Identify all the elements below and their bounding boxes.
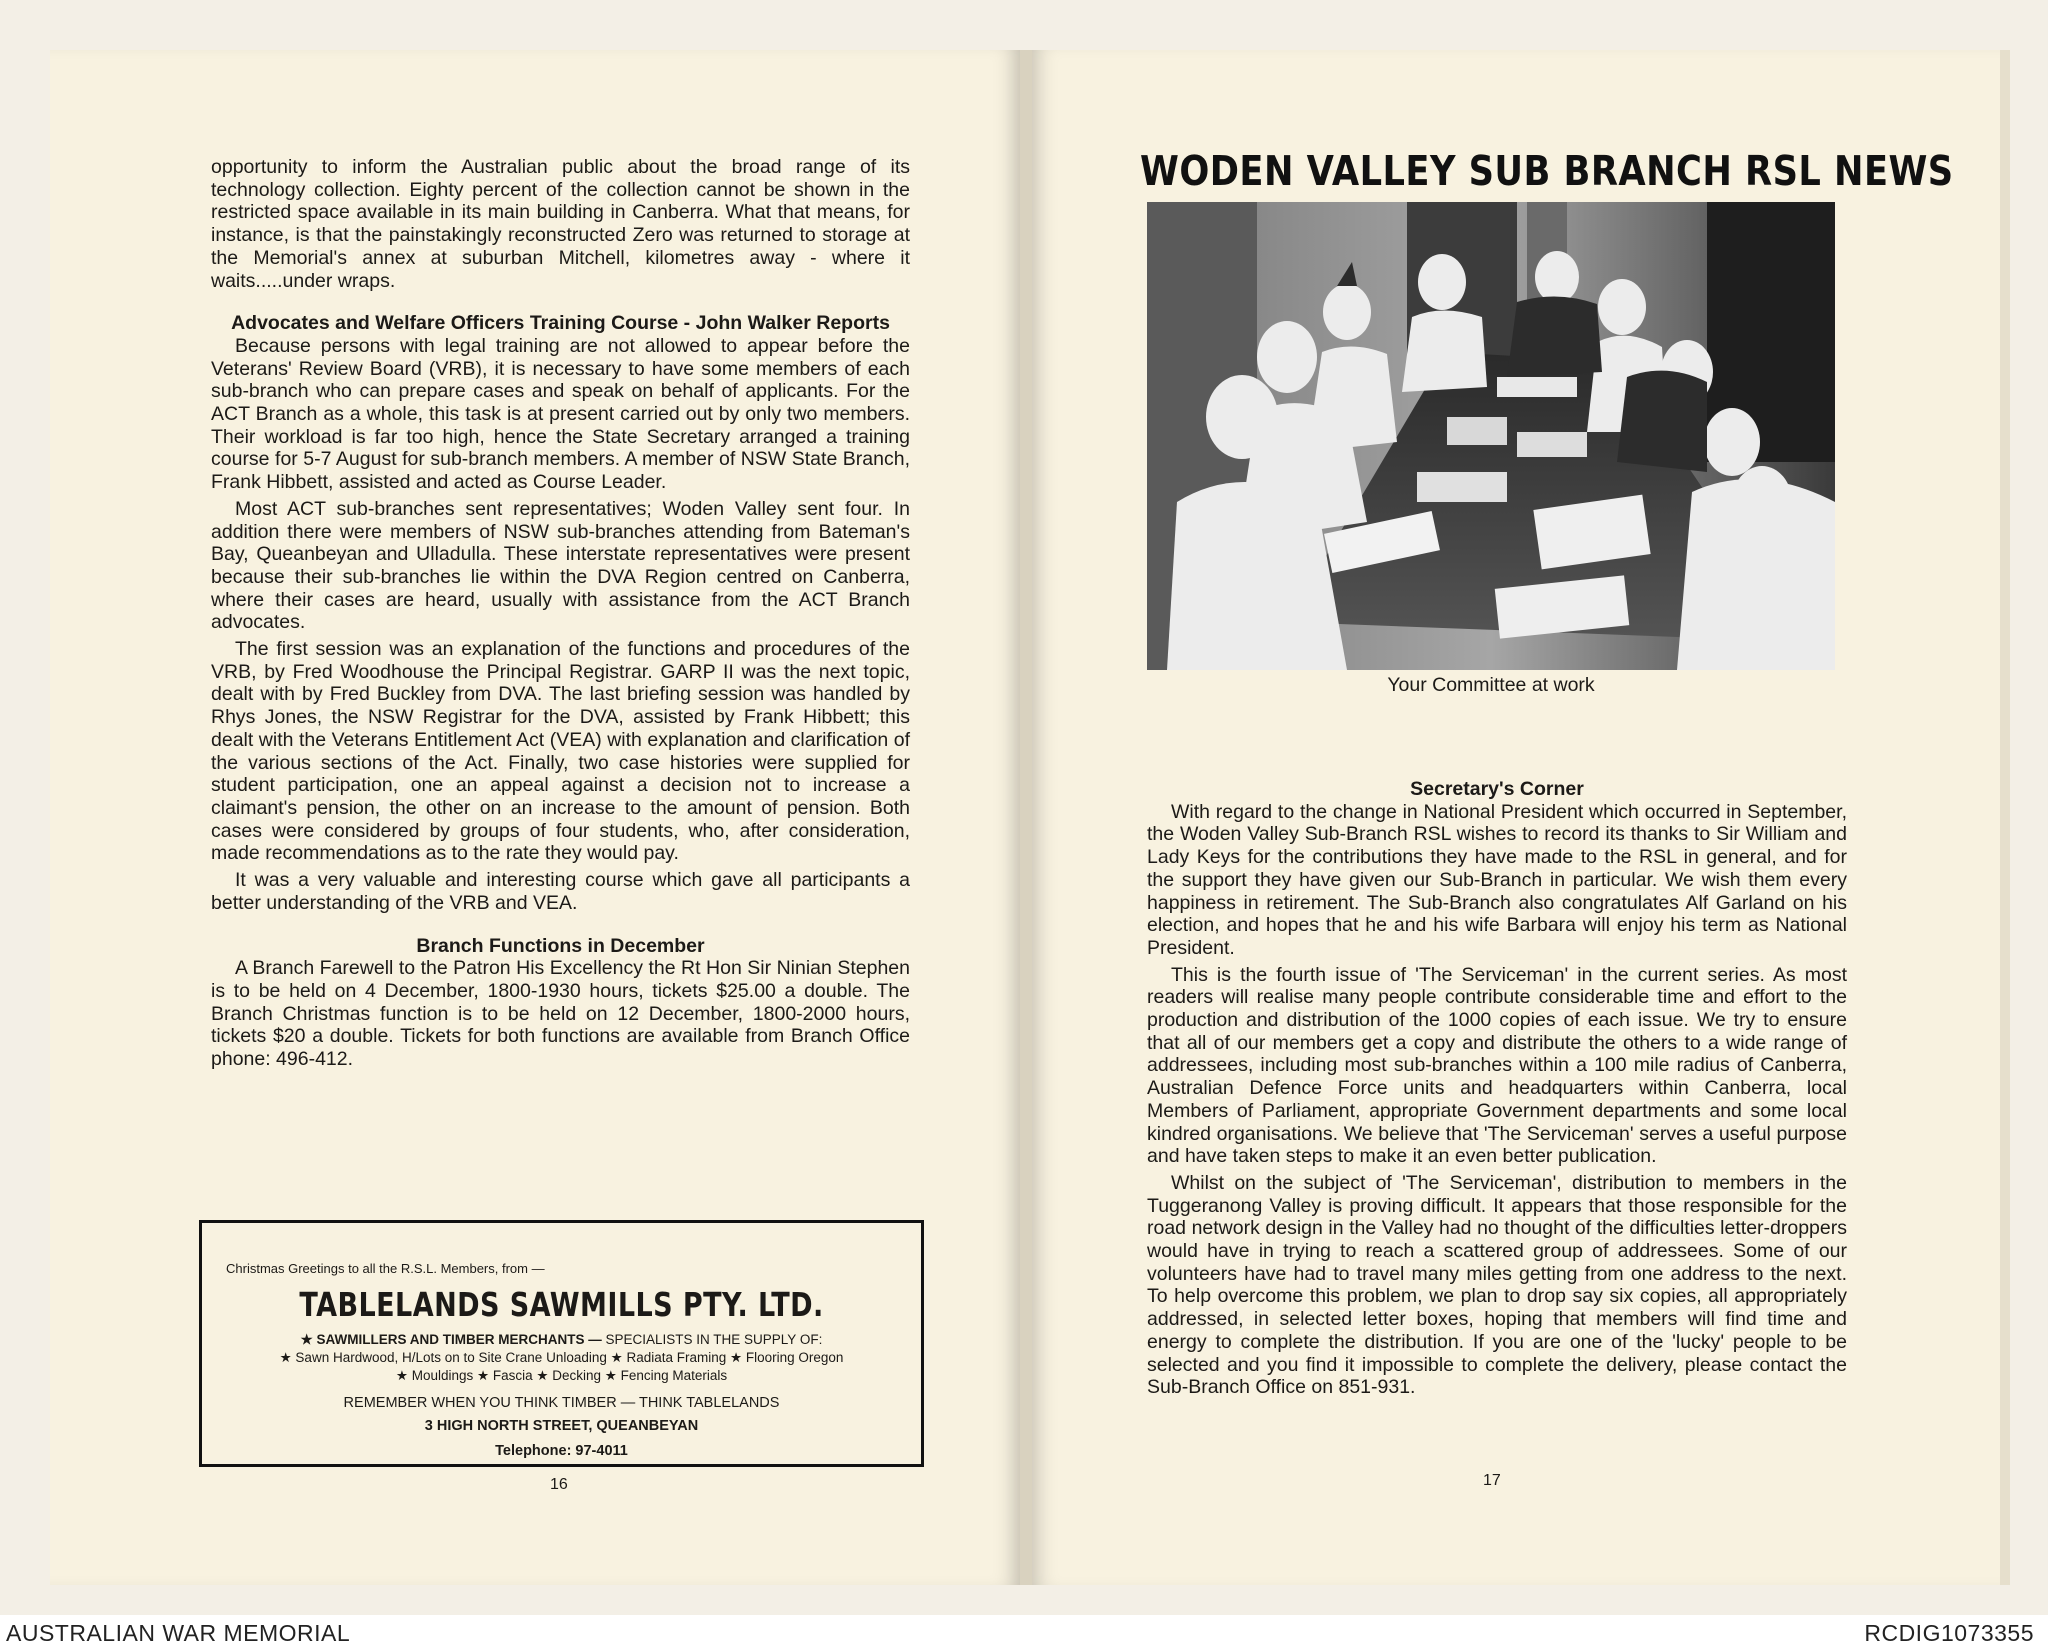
newsletter-masthead: WODEN VALLEY SUB BRANCH RSL NEWS	[1140, 147, 1954, 195]
left-column	[211, 156, 910, 1071]
archive-footer-right: RCDIG1073355	[1864, 1620, 2034, 1646]
functions-heading: Branch Functions in December	[416, 934, 705, 957]
photo-caption: Your Committee at work	[1387, 674, 1595, 696]
ad-products-line: ★ Mouldings ★ Fascia ★ Decking ★ Fencing Materials	[395, 1368, 728, 1383]
secretary-paragraph: This is the fourth issue of 'The Serviceman' in the current series. As most readers will realise many people contribute considerable time and effort to the production and distribution of the 1000 copies of each issue. We try to ensure that all of our members get a copy and distribute the others to a wide range of addressees, including most sub-branches within a 100 mile radius of Canberra, Australian Defence Force units and headquarters within Canberra, local Members of Parliament, appropriate Government departments and some local kindred organisations. We believe that 'The Serviceman' serves a useful purpose and have taken steps to make it an even better publication.	[1147, 963, 1847, 1168]
intro-paragraph: opportunity to inform the Australian public about the broad range of its technology collection. Eighty percent of the collection cannot be shown in the restricted space available in its main building in Canberra. What that means, for instance, is that the painstakingly reconstructed Zero was returned to storage at the Memorial's annex at suburban Mitchell, kilometres away - where it waits.....under wraps.	[211, 156, 910, 292]
page-number-right: 17	[1483, 1472, 1501, 1489]
ad-slogan: REMEMBER WHEN YOU THINK TIMBER — THINK TABLELANDS	[343, 1395, 780, 1411]
ad-telephone: Telephone: 97-4011	[495, 1443, 628, 1459]
ad-address: 3 HIGH NORTH STREET, QUEANBEYAN	[424, 1418, 699, 1434]
functions-paragraph: A Branch Farewell to the Patron His Excellency the Rt Hon Sir Ninian Stephen is to be held on 4 December, 1800-1930 hours, tickets $25.00 a double. The Branch Christmas function is to be held on 12 December, 1800-2000 hours, tickets $20 a double. Tickets for both functions are available from Branch Office phone: 496-412.	[211, 957, 910, 1071]
sawmills-advertisement	[199, 1220, 924, 1467]
ad-greeting: Christmas Greetings to all the R.S.L. Members, from —	[226, 1261, 545, 1276]
advocates-paragraph: It was a very valuable and interesting course which gave all participants a better understanding of the VRB and VEA.	[211, 869, 910, 914]
ad-specialty-line	[202, 1332, 921, 1348]
advocates-heading: Advocates and Welfare Officers Training Course - John Walker Reports	[231, 312, 890, 335]
booklet-spine	[1020, 50, 1032, 1585]
ad-specialty-bold: ★ SAWMILLERS AND TIMBER MERCHANTS —	[300, 1332, 602, 1347]
ad-specialty-rest: SPECIALISTS IN THE SUPPLY OF:	[601, 1332, 823, 1347]
advocates-paragraph: Most ACT sub-branches sent representatives; Woden Valley sent four. In addition there were members of NSW sub-branches attending from Bateman's Bay, Queanbeyan and Ulladulla. These interstate representatives were present because their sub-branches lie within the DVA Region centred on Canberra, where their cases are heard, usually with assistance from the ACT Branch advocates.	[211, 497, 910, 634]
committee-photo	[1147, 202, 1835, 670]
ad-company-name: TABLELANDS SAWMILLS PTY. LTD.	[299, 1285, 824, 1324]
page-number-left: 16	[550, 1476, 568, 1493]
secretary-paragraph: With regard to the change in National President which occurred in September, the Woden Valley Sub-Branch RSL wishes to record its thanks to Sir William and Lady Keys for the contributions they have made to the RSL in general, and for the support they have given our Sub-Branch in particular. We wish them every happiness in retirement. The Sub-Branch also congratulates Alf Garland on his election, and hopes that he and his wife Barbara will enjoy his term as National President.	[1147, 800, 1847, 959]
advocates-paragraph: Because persons with legal training are not allowed to appear before the Veterans' Review Board (VRB), it is necessary to have some members of each sub-branch who can prepare cases and speak on behalf of applicants. For the ACT Branch as a whole, this task is at present carried out by only two members. Their workload is far too high, hence the State Secretary arranged a training course for 5-7 August for sub-branch members. A member of NSW State Branch, Frank Hibbett, assisted and acted as Course Leader.	[211, 334, 910, 494]
archive-footer-left: AUSTRALIAN WAR MEMORIAL	[6, 1620, 351, 1646]
ad-products-line: ★ Sawn Hardwood, H/Lots on to Site Crane Unloading ★ Radiata Framing ★ Flooring Oregon	[279, 1350, 844, 1365]
page-edge	[2000, 50, 2010, 1585]
secretary-paragraph: Whilst on the subject of 'The Serviceman', distribution to members in the Tuggeranong Valley is proving difficult. It appears that those responsible for the road network design in the Valley had no thought of the difficulties letter-droppers would have in trying to reach a scattered group of addressees. Some of our volunteers have had to travel many miles getting from one address to the next. To help overcome this problem, we plan to drop say six copies, all appropriately addressed, in selected letter boxes, hoping that members will find time and energy to complete the distribution. If you are one of the 'lucky' people to be selected and you find it impossible to complete the delivery, please contact the Sub-Branch Office on 851-931.	[1147, 1171, 1847, 1399]
advocates-paragraph: The first session was an explanation of the functions and procedures of the VRB, by Fred Woodhouse the Principal Registrar. GARP II was the next topic, dealt with by Fred Buckley from DVA. The last briefing session was handled by Rhys Jones, the NSW Registrar for the DVA, assisted by Frank Hibbett; this dealt with the Veterans Entitlement Act (VEA) with explanation and clarification of the various sections of the Act. Finally, two case histories were supplied for student participation, one an appeal against a decision not to increase a claimant's pension, the other on an increase to the amount of pension. Both cases were considered by groups of four students, who, after consideration, made recommendations as to the rate they would pay.	[211, 638, 910, 865]
committee-photo-illustration	[1147, 202, 1835, 670]
secretary-heading: Secretary's Corner	[1410, 778, 1584, 800]
right-column	[1147, 778, 1847, 1399]
